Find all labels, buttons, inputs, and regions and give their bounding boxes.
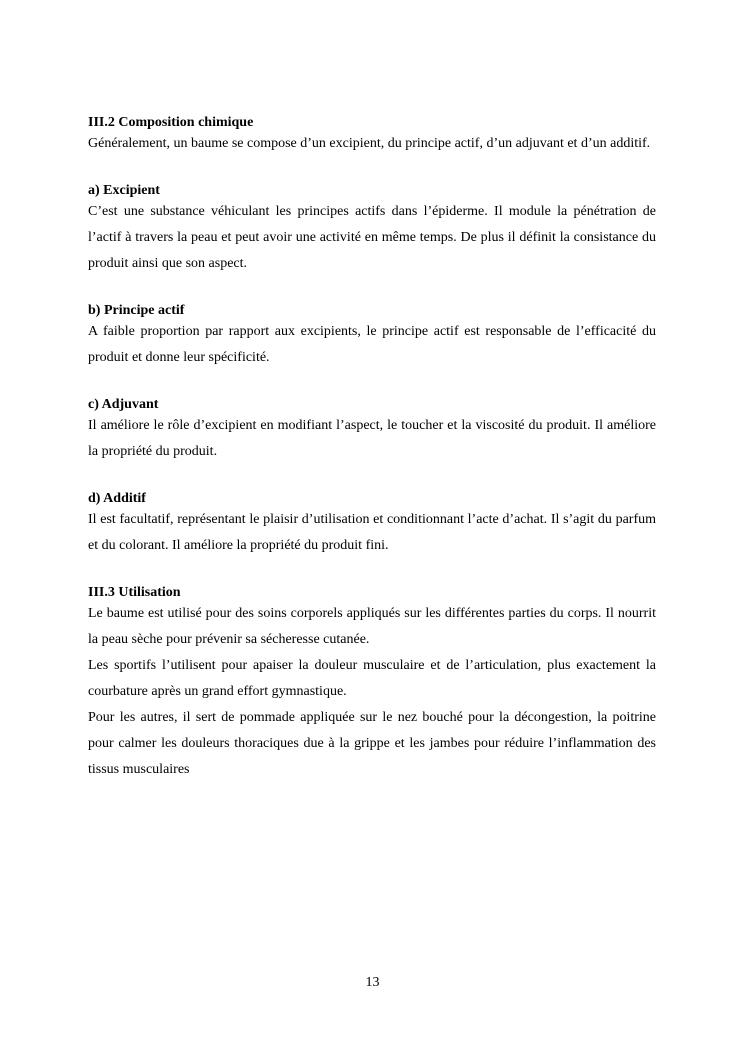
paragraph: Généralement, un baume se compose d’un excipient, du principe actif, d’un adjuvant et d’un additif.: [88, 136, 651, 151]
section-additif: [88, 490, 656, 559]
section-heading: III.3 Utilisation: [88, 585, 181, 600]
section-heading: III.2 Composition chimique: [88, 115, 254, 130]
section-excipient: [88, 182, 656, 277]
section-composition-chimique: [88, 114, 656, 157]
section-heading: b) Principe actif: [88, 303, 185, 318]
paragraph: Les sportifs l’utilisent pour apaiser la douleur musculaire et de l’articulation, plus exactement la courbature après un grand effort gymnastique.: [88, 658, 656, 699]
paragraph: A faible proportion par rapport aux excipients, le principe actif est responsable de l’efficacité du produit et donne leur spécificité.: [88, 324, 656, 365]
page-number: 13: [365, 975, 380, 990]
section-utilisation: [88, 584, 656, 783]
section-heading: c) Adjuvant: [88, 397, 159, 412]
paragraph: Il est facultatif, représentant le plaisir d’utilisation et conditionnant l’acte d’achat. Il s’agit du parfum et du colorant. Il améliore la propriété du produit fini.: [88, 512, 656, 553]
paragraph: Pour les autres, il sert de pommade appliquée sur le nez bouché pour la décongestion, la poitrine pour calmer les douleurs thoraciques due à la grippe et les jambes pour réduire l’inflammation des tissus musculaires: [88, 710, 656, 777]
section-heading: d) Additif: [88, 491, 146, 506]
paragraph: Le baume est utilisé pour des soins corporels appliqués sur les différentes parties du corps. Il nourrit la peau sèche pour prévenir sa sécheresse cutanée.: [88, 606, 656, 647]
document-body: [88, 114, 656, 783]
section-adjuvant: [88, 396, 656, 465]
section-principe-actif: [88, 302, 656, 371]
section-heading: a) Excipient: [88, 183, 160, 198]
paragraph: C’est une substance véhiculant les principes actifs dans l’épiderme. Il module la pénétration de l’actif à travers la peau et peut avoir une activité en même temps. De plus il définit la consistance du produit ainsi que son aspect.: [88, 204, 656, 271]
paragraph: Il améliore le rôle d’excipient en modifiant l’aspect, le toucher et la viscosité du produit. Il améliore la propriété du produit.: [88, 418, 656, 459]
